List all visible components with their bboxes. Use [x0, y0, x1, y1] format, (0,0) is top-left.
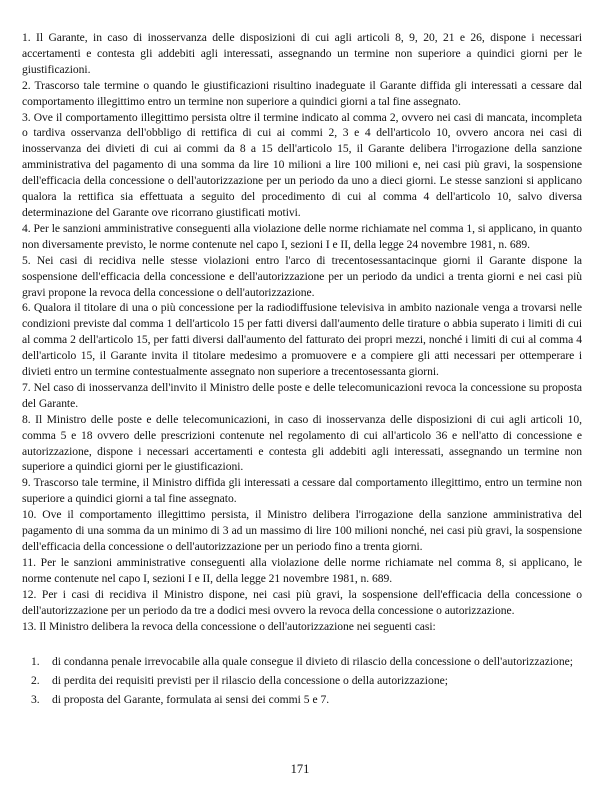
- list-item: [22, 654, 582, 670]
- page-number: 171: [290, 762, 310, 776]
- paragraph-8: 8. Il Ministro delle poste e delle telecomunicazioni, in caso di inosservanza delle disposizioni di cui agli articoli 10, comma 5 e 18 ovvero delle prescrizioni contenute nel regolamento di cui all'articolo 36 e nell'atto di concessione e autorizzazione, dispone i necessari accertamenti e contesta gli addebiti agli interessati, assegnando un termine non superiore a quindici giorni per le giustificazioni.: [22, 412, 582, 474]
- list-item-number: 3.: [31, 693, 40, 707]
- list-item: [22, 673, 582, 689]
- list-item-text: di perdita dei requisiti previsti per il rilascio della concessione o della autorizzazione;: [52, 674, 448, 688]
- paragraph-12: 12. Per i casi di recidiva il Ministro dispone, nei casi più gravi, la sospensione dell'efficacia della concessione o dell'autorizzazione per un periodo da tre a dodici mesi ovvero la revoca della concessione o autorizzazione.: [22, 587, 582, 617]
- list-item-number: 1.: [31, 655, 40, 669]
- list-item-text: di proposta del Garante, formulata ai sensi dei commi 5 e 7.: [52, 693, 330, 707]
- paragraph-13: 13. Il Ministro delibera la revoca della concessione o dell'autorizzazione nei seguenti casi:: [22, 619, 436, 633]
- list-item-number: 2.: [31, 674, 40, 688]
- paragraph-1: 1. Il Garante, in caso di inosservanza delle disposizioni di cui agli articoli 8, 9, 20, 21 e 26, dispone i necessari accertamenti e contesta gli addebiti agli interessati, assegnando un termine non superiore a quindici giorni per le giustificazioni.: [22, 31, 582, 76]
- paragraph-5: 5. Nei casi di recidiva nelle stesse violazioni entro l'arco di trecentosessantacinque giorni il Garante dispone la sospensione dell'efficacia della concessione e dell'autorizzazione per un periodo da undici a trenta giorni e nei casi più gravi propone la revoca della concessione o dell'autorizzazione.: [22, 253, 582, 299]
- paragraph-3: 3. Ove il comportamento illegittimo persista oltre il termine indicato al comma 2, ovvero nei casi di mancata, incompleta o tardiva osservanza dell'obbligo di rettifica di cui ai commi 2, 3 e 4 dell'articolo 10, ovvero ancora nei casi di inosservanza dei divieti di cui ai commi da 8 a 15 dell'articolo 15, il Garante delibera l'irrogazione della sanzione amministrativa del pagamento di una somma da lire 10 milioni a lire 100 milioni e, nei casi più gravi, la sospensione dell'efficacia della concessione o dell'autorizzazione per un periodo da uno a dieci giorni. Le stesse sanzioni si applicano qualora la rettifica sia effettuata a seguito del procedimento di cui al comma 4 dell'articolo 10, salvo diversa determinazione del Garante ove ricorrano giustificati motivi.: [22, 110, 582, 219]
- paragraph-9: 9. Trascorso tale termine, il Ministro diffida gli interessati a cessare dal comportamento illegittimo, entro un termine non superiore a quindici giorni a tal fine assegnato.: [22, 476, 582, 506]
- revocation-cases-list: [22, 654, 582, 708]
- paragraph-11: 11. Per le sanzioni amministrative conseguenti alla violazione delle norme richiamate nel comma 8, si applicano, le norme contenute nel capo I, sezioni I e II, della legge 21 novembre 1981, n. 689.: [22, 555, 582, 585]
- list-item: [22, 692, 582, 708]
- list-item-text: di condanna penale irrevocabile alla quale consegue il divieto di rilascio della concessione o dell'autorizzazione;: [52, 655, 574, 669]
- paragraph-6: 6. Qualora il titolare di una o più concessione per la radiodiffusione televisiva in ambito nazionale venga a trovarsi nelle condizioni previste dal comma 1 dell'articolo 15 per fatti diversi dall'aumento delle tirature o abbia superato i limiti di cui al comma 2 dell'articolo 15, per fatti diversi dall'aumento del fatturato dei propri mezzi, nonché i limiti di cui al comma 4 dell'articolo 15, il Garante invita il titolare medesimo a promuovere e a compiere gli atti necessari per ottemperare i divieti entro un termine contestualmente assegnato non superiore a trecentosessanta giorni.: [22, 301, 582, 379]
- document-body: [22, 30, 582, 711]
- paragraph-2: 2. Trascorso tale termine o quando le giustificazioni risultino inadeguate il Garante diffida gli interessati a cessare dal comportamento illegittimo entro un termine non superiore a quindici giorni a tal fine assegnato.: [22, 78, 582, 108]
- paragraph-10: 10. Ove il comportamento illegittimo persista, il Ministro delibera l'irrogazione della sanzione amministrativa del pagamento di una somma da un minimo di 3 ad un massimo di lire 100 milioni nonché, nei casi più gravi, la sospensione dell'efficacia della concessione o dell'autorizzazione per un periodo fino a trenta giorni.: [22, 508, 582, 553]
- paragraph-7: 7. Nel caso di inosservanza dell'invito il Ministro delle poste e delle telecomunicazioni revoca la concessione su proposta del Garante.: [22, 380, 582, 410]
- paragraph-4: 4. Per le sanzioni amministrative conseguenti alla violazione delle norme richiamate nel comma 1, si applicano, in quanto non diversamente previsto, le norme contenute nel capo I, sezioni I e II, della legge 24 novembre 1981, n. 689.: [22, 221, 582, 251]
